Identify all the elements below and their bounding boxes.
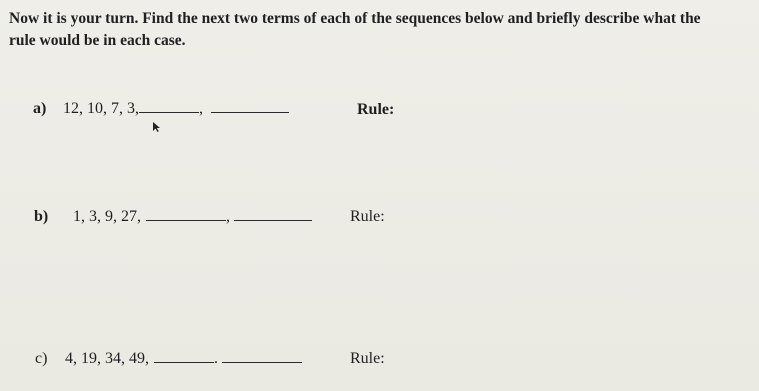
problem-sequence: 12, 10, 7, 3, [63, 100, 139, 117]
blank-separator: , [226, 208, 230, 225]
rule-label-a: Rule: [357, 101, 395, 118]
problem-letter: a) [33, 100, 47, 117]
problem-letter: b) [34, 208, 49, 225]
blank-separator: , [199, 100, 203, 117]
mouse-cursor-icon [151, 122, 161, 132]
answer-blank-1[interactable] [146, 208, 226, 221]
answer-blank-1[interactable] [139, 100, 199, 113]
answer-blank-2[interactable] [222, 350, 302, 363]
problem-sequence: 4, 19, 34, 49, [65, 350, 149, 367]
problem-sequence: 1, 3, 9, 27, [73, 208, 141, 225]
problem-b [34, 208, 312, 226]
blank-separator: . [214, 350, 218, 367]
answer-blank-2[interactable] [211, 100, 289, 113]
answer-blank-2[interactable] [234, 208, 312, 221]
instructions-text: Now it is your turn. Find the next two terms of each of the sequences below and briefly describe what the rule would be in each case. [9, 10, 701, 49]
problem-c [35, 350, 302, 368]
problem-a [33, 100, 289, 118]
rule-label-b: Rule: [350, 208, 385, 225]
rule-label-c: Rule: [350, 350, 385, 367]
problem-letter: c) [35, 350, 48, 367]
answer-blank-1[interactable] [154, 350, 214, 363]
